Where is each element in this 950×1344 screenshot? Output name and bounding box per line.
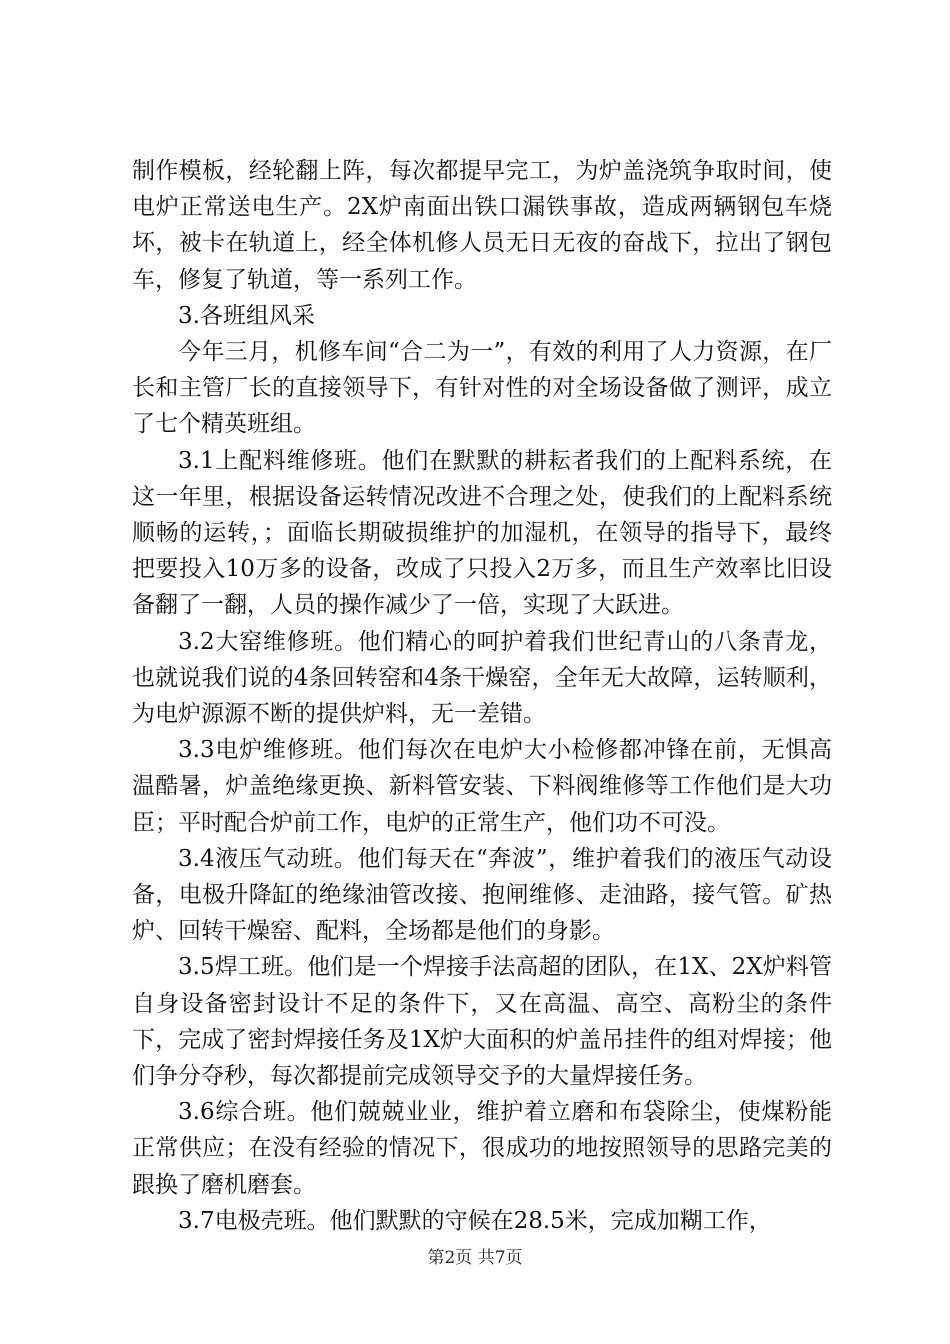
document-body — [132, 153, 832, 1239]
paragraph: 3.6综合班。他们兢兢业业，维护着立磨和布袋除尘，使煤粉能正常供应；在没有经验的情况下，很成功的地按照领导的思路完美的跟换了磨机磨套。 — [132, 1099, 832, 1198]
paragraph: 3.4液压气动班。他们每天在“奔波”，维护着我们的液压气动设备，电极升降缸的绝缘油管改接、抱闸维修、走油路，接气管。矿热炉、回转干燥窑、配料，全场都是他们的身影。 — [132, 845, 832, 945]
paragraph: 3.2大窑维修班。他们精心的呵护着我们世纪青山的八条青龙，也就说我们说的4条回转窑和4条干燥窑，全年无大故障，运转顺利，为电炉源源不断的提供炉料，无一差错。 — [132, 628, 832, 728]
page-number-footer: 第2页 共7页 — [427, 1248, 523, 1268]
section-heading: 3.各班组风采 — [178, 302, 315, 329]
paragraph: 3.5焊工班。他们是一个焊接手法高超的团队，在1X、2X炉料管自身设备密封设计不足的条件下，又在高温、高空、高粉尘的条件下，完成了密封焊接任务及1X炉大面积的炉盖吊挂件的组对焊接；他们争分夺秒，每次都提前完成领导交予的大量焊接任务。 — [132, 954, 832, 1090]
paragraph: 今年三月，机修车间“合二为一”，有效的利用了人力资源，在厂长和主管厂长的直接领导下，有针对性的对全场设备做了测评，成立了七个精英班组。 — [132, 339, 832, 438]
paragraph: 3.7电极壳班。他们默默的守候在28.5米，完成加糊工作， — [178, 1207, 772, 1234]
paragraph: 3.3电炉维修班。他们每次在电炉大小检修都冲锋在前，无惧高温酷暑，炉盖绝缘更换、新料管安装、下料阀维修等工作他们是大功臣；平时配合炉前工作，电炉的正常生产，他们功不可没。 — [132, 737, 832, 836]
paragraph: 3.1上配料维修班。他们在默默的耕耘者我们的上配料系统，在这一年里，根据设备运转情况改进不合理之处，使我们的上配料系统顺畅的运转，；面临长期破损维护的加湿机，在领导的指导下，最终把要投入10万多的设备，改成了只投入2万多，而且生产效率比旧设备翻了一翻，人员的操作减少了一倍，实现了大跃进。 — [132, 447, 832, 619]
paragraph-continuation: 制作模板，经轮翻上阵，每次都提早完工，为炉盖浇筑争取时间，使电炉正常送电生产。2X炉南面出铁口漏铁事故，造成两辆钢包车烧坏，被卡在轨道上，经全体机修人员无日无夜的奋战下，拉出了钢包车，修复了轨道，等一系列工作。 — [132, 158, 832, 293]
